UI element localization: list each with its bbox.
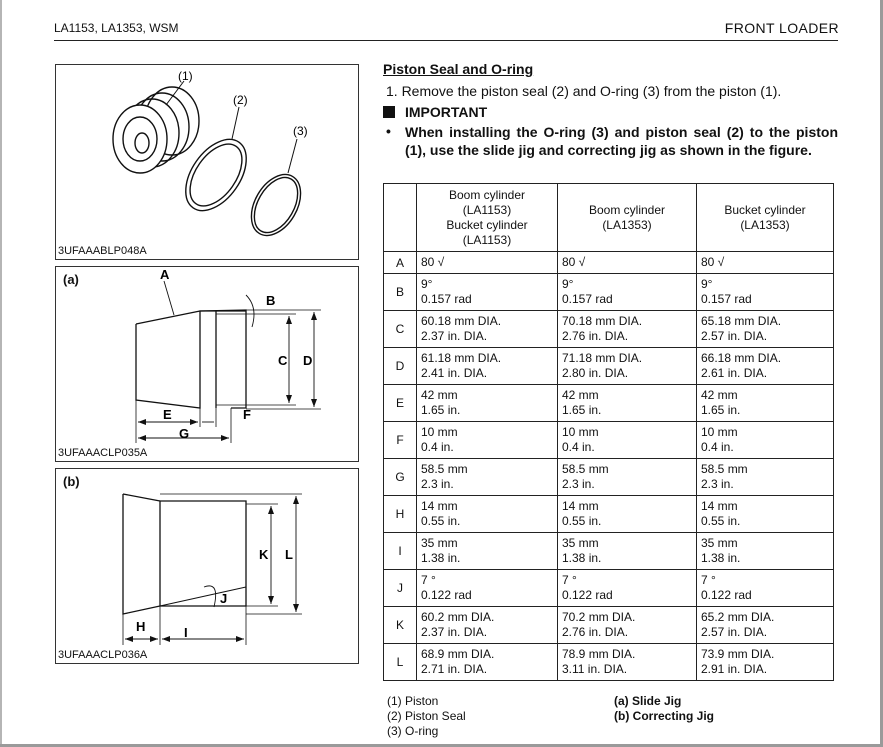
callout-2: (2)	[233, 93, 248, 107]
callout-3: (3)	[293, 124, 308, 138]
table-cell: 58.5 mm 2.3 in.	[697, 459, 834, 496]
table-cell: 42 mm 1.65 in.	[697, 385, 834, 422]
row-label: B	[384, 274, 417, 311]
table-row	[384, 459, 834, 496]
table-cell: 68.9 mm DIA. 2.71 in. DIA.	[417, 644, 558, 681]
jig-outline	[123, 494, 246, 614]
table-cell: 73.9 mm DIA. 2.91 in. DIA.	[697, 644, 834, 681]
header-line: Bucket cylinder	[446, 217, 528, 232]
table-cell: 10 mm 0.4 in.	[417, 422, 558, 459]
table-cell: 35 mm 1.38 in.	[558, 533, 697, 570]
piston-seal-inner	[180, 135, 253, 215]
legend-item: (b) Correcting Jig	[614, 709, 715, 723]
figure-piston-parts	[55, 64, 359, 260]
row-label: K	[384, 607, 417, 644]
row-label: F	[384, 422, 417, 459]
figure-slide-jig	[55, 266, 359, 462]
header-line: Boom cylinder	[588, 202, 666, 217]
table-row	[384, 274, 834, 311]
table-cell: 42 mm 1.65 in.	[558, 385, 697, 422]
jig-taper	[160, 587, 246, 606]
leader-1	[166, 81, 184, 105]
header-col-1	[417, 184, 558, 252]
table-cell: 65.2 mm DIA. 2.57 in. DIA.	[697, 607, 834, 644]
row-label: J	[384, 570, 417, 607]
legend-item: (2) Piston Seal	[387, 709, 466, 723]
procedure-title: Piston Seal and O-ring	[383, 61, 534, 77]
label-b: B	[266, 293, 276, 308]
table-cell: 9° 0.157 rad	[417, 274, 558, 311]
table-cell: 35 mm 1.38 in.	[697, 533, 834, 570]
table-row	[384, 385, 834, 422]
table-row	[384, 570, 834, 607]
figure-caption: 3UFAAACLP035A	[58, 447, 148, 459]
table-cell: 65.18 mm DIA. 2.57 in. DIA.	[697, 311, 834, 348]
table-cell: 9° 0.157 rad	[558, 274, 697, 311]
header-line: (LA1153)	[462, 202, 512, 217]
table-row	[384, 422, 834, 459]
figure-caption: 3UFAAACLP036A	[58, 649, 148, 661]
callout-1: (1)	[178, 69, 193, 83]
legend-item: (a) Slide Jig	[614, 694, 682, 708]
jig-taper	[136, 311, 200, 324]
header-line: Bucket cylinder	[724, 202, 806, 217]
header-col-3	[697, 184, 834, 252]
label-a: A	[160, 267, 170, 282]
important-label: IMPORTANT	[405, 104, 488, 120]
row-label: E	[384, 385, 417, 422]
table-row	[384, 311, 834, 348]
table-cell: 80 √	[697, 252, 834, 274]
row-label: A	[384, 252, 417, 274]
jig-top-edge	[123, 494, 160, 501]
header-rule	[54, 40, 838, 41]
o-ring	[241, 166, 310, 244]
table-cell: 14 mm 0.55 in.	[417, 496, 558, 533]
table-cell: 58.5 mm 2.3 in.	[417, 459, 558, 496]
header-line: (LA1353)	[740, 217, 790, 232]
table-cell: 60.18 mm DIA. 2.37 in. DIA.	[417, 311, 558, 348]
row-label: L	[384, 644, 417, 681]
step-1: 1. Remove the piston seal (2) and O-ring (3) from the piston (1).	[386, 83, 782, 99]
manual-id: LA1153, LA1353, WSM	[54, 21, 179, 35]
table-header-row	[384, 184, 834, 252]
header-line: (LA1153)	[462, 232, 512, 247]
legend-item: (3) O-ring	[387, 724, 439, 738]
leader-a	[164, 281, 174, 315]
table-row	[384, 533, 834, 570]
table-row	[384, 607, 834, 644]
label-l: L	[285, 547, 293, 562]
correcting-jig-drawing	[56, 469, 358, 663]
table-row	[384, 644, 834, 681]
figure-caption: 3UFAAABLP048A	[58, 245, 147, 257]
label-g: G	[179, 426, 190, 441]
table-cell: 7 ° 0.122 rad	[697, 570, 834, 607]
header-blank	[384, 184, 417, 252]
table-row	[384, 252, 834, 274]
leader-2	[232, 107, 239, 139]
table-cell: 9° 0.157 rad	[697, 274, 834, 311]
table-cell: 7 ° 0.122 rad	[558, 570, 697, 607]
slide-jig-drawing	[56, 267, 358, 461]
label-h: H	[136, 619, 146, 634]
label-f: F	[243, 407, 251, 422]
table-cell: 70.2 mm DIA. 2.76 in. DIA.	[558, 607, 697, 644]
table-row	[384, 348, 834, 385]
table-cell: 61.18 mm DIA. 2.41 in. DIA.	[417, 348, 558, 385]
table-row	[384, 496, 834, 533]
table-cell: 35 mm 1.38 in.	[417, 533, 558, 570]
table-cell: 10 mm 0.4 in.	[697, 422, 834, 459]
jig-dimension-table	[383, 183, 834, 681]
row-label: D	[384, 348, 417, 385]
parts-legend	[387, 694, 466, 739]
table-cell: 70.18 mm DIA. 2.76 in. DIA.	[558, 311, 697, 348]
window-border-left	[0, 0, 2, 747]
label-c: C	[278, 353, 288, 368]
header-line: Boom cylinder	[448, 187, 526, 202]
label-e: E	[163, 407, 172, 422]
row-label: I	[384, 533, 417, 570]
label-k: K	[259, 547, 269, 562]
important-square-icon	[383, 106, 395, 118]
table-cell: 10 mm 0.4 in.	[558, 422, 697, 459]
section-title: FRONT LOADER	[724, 20, 839, 36]
table-cell: 14 mm 0.55 in.	[558, 496, 697, 533]
table-cell: 58.5 mm 2.3 in.	[558, 459, 697, 496]
bullet-icon: •	[386, 123, 391, 139]
table-cell: 71.18 mm DIA. 2.80 in. DIA.	[558, 348, 697, 385]
row-label: G	[384, 459, 417, 496]
piston-face	[113, 105, 167, 173]
angle-j-arc	[204, 586, 216, 607]
figure-tag: (b)	[63, 474, 80, 489]
label-i: I	[184, 625, 188, 640]
table-cell: 66.18 mm DIA. 2.61 in. DIA.	[697, 348, 834, 385]
important-heading	[383, 104, 487, 120]
row-label: H	[384, 496, 417, 533]
important-note: When installing the O-ring (3) and piston seal (2) to the piston (1), use the slide jig and correcting jig as shown in the figure.	[405, 124, 838, 158]
row-label: C	[384, 311, 417, 348]
table-cell: 14 mm 0.55 in.	[697, 496, 834, 533]
table-cell: 42 mm 1.65 in.	[417, 385, 558, 422]
label-d: D	[303, 353, 313, 368]
table-cell: 60.2 mm DIA. 2.37 in. DIA.	[417, 607, 558, 644]
angle-b-arc	[246, 295, 254, 327]
header-col-2	[558, 184, 697, 252]
table-cell: 78.9 mm DIA. 3.11 in. DIA.	[558, 644, 697, 681]
figure-tag: (a)	[63, 272, 79, 287]
legend-item: (1) Piston	[387, 694, 439, 708]
table-cell: 80 √	[417, 252, 558, 274]
piston-parts-drawing	[56, 65, 358, 259]
jig-outline	[136, 310, 246, 408]
header-line: (LA1353)	[602, 217, 652, 232]
jig-legend	[614, 694, 714, 724]
label-j: J	[220, 591, 228, 606]
figure-correcting-jig	[55, 468, 359, 664]
leader-3	[288, 139, 297, 173]
table-cell: 80 √	[558, 252, 697, 274]
table-cell: 7 ° 0.122 rad	[417, 570, 558, 607]
